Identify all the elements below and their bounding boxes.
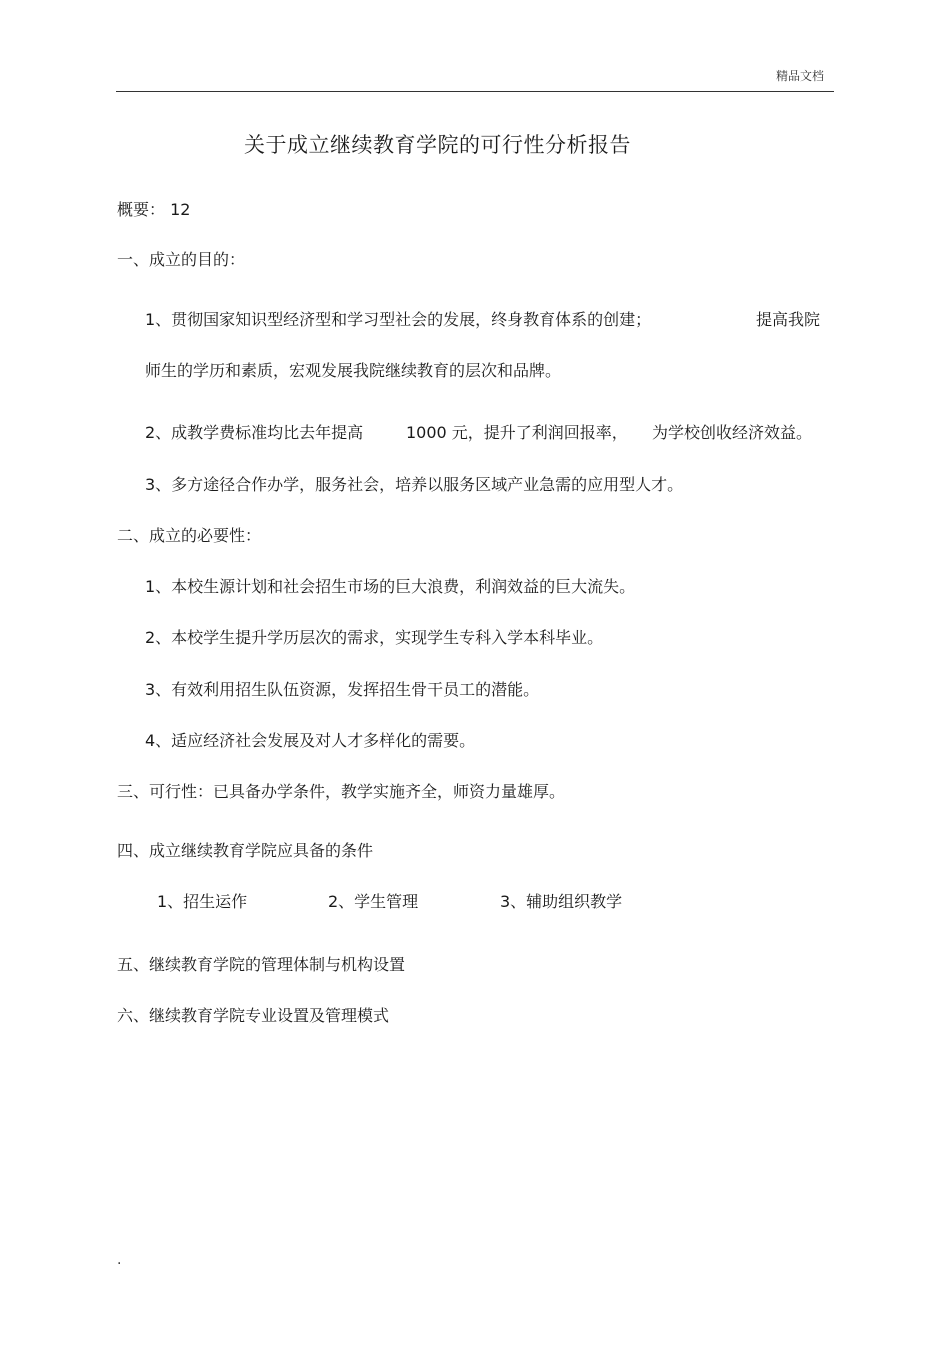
section-2-item-1: 1、本校生源计划和社会招生市场的巨大浪费，利润效益的巨大流失。 — [145, 577, 636, 596]
section-4-item-1: 1、招生运作 — [157, 892, 248, 911]
section-2-heading: 二、成立的必要性： — [117, 526, 262, 545]
section-1-item-1-line-1-tail: 提高我院 — [756, 310, 821, 329]
section-4-item-2: 2、学生管理 — [328, 892, 419, 911]
section-1-heading: 一、成立的目的： — [117, 250, 246, 269]
header-rule — [116, 91, 834, 92]
section-1-item-2-part-3: 为学校创收经济效益。 — [652, 423, 813, 442]
section-1-item-2-part-1: 2、成教学费标准均比去年提高 — [145, 423, 364, 442]
section-2-item-3: 3、有效利用招生队伍资源，发挥招生骨干员工的潜能。 — [145, 680, 540, 699]
header-label: 精品文档 — [776, 69, 825, 83]
section-2-item-4: 4、适应经济社会发展及对人才多样化的需要。 — [145, 731, 476, 750]
section-1-item-3: 3、多方途径合作办学，服务社会，培养以服务区域产业急需的应用型人才。 — [145, 475, 684, 494]
section-4-item-3: 3、辅助组织教学 — [500, 892, 623, 911]
section-3-heading: 三、可行性：已具备办学条件，教学实施齐全，师资力量雄厚。 — [117, 782, 566, 801]
summary-line: 概要： 12 — [117, 200, 191, 219]
section-5-heading: 五、继续教育学院的管理体制与机构设置 — [117, 955, 406, 974]
section-6-heading: 六、继续教育学院专业设置及管理模式 — [117, 1006, 390, 1025]
section-2-item-2: 2、本校学生提升学历层次的需求，实现学生专科入学本科毕业。 — [145, 628, 604, 647]
section-1-item-1-line-2: 师生的学历和素质，宏观发展我院继续教育的层次和品牌。 — [145, 361, 562, 380]
section-4-heading: 四、成立继续教育学院应具备的条件 — [117, 841, 374, 860]
section-1-item-2-part-2: 1000 元，提升了利润回报率， — [406, 423, 628, 442]
document-title: 关于成立继续教育学院的可行性分析报告 — [244, 133, 631, 157]
section-1-item-1-line-1: 1、贯彻国家知识型经济型和学习型社会的发展，终身教育体系的创建； — [145, 310, 652, 329]
footer-mark: . — [117, 1252, 122, 1268]
